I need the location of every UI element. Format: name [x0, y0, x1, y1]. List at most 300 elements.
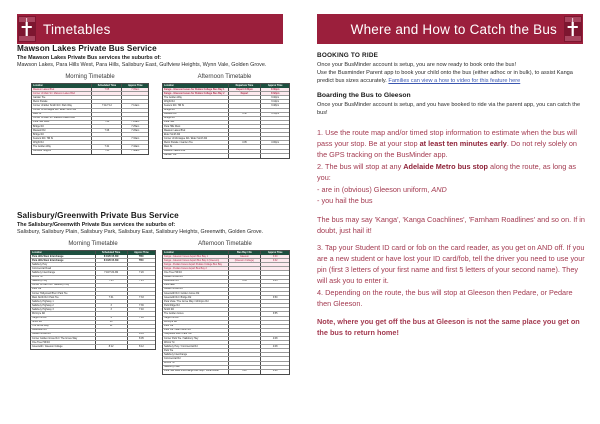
table-cell [229, 263, 262, 266]
table-cell [229, 267, 262, 270]
cell-text: Scheduled Time [97, 84, 117, 87]
table-cell [229, 125, 262, 128]
service-1-suburbs: Mawson Lakes, Para Hills West, Para Hills, Salisbury East, Gulfview Heights, Wynn Vale, Golden Grove. [17, 62, 267, 68]
table-row [31, 345, 155, 349]
howto-video-link[interactable]: Families can view a how to video for this feature here [388, 78, 521, 84]
booking-line-3 [317, 78, 585, 86]
table-cell [122, 117, 148, 120]
table-cell [96, 304, 128, 307]
table-cell [32, 133, 92, 136]
table-cell [31, 255, 96, 258]
table-cell [96, 317, 128, 320]
cell-text: Park Tce / Main North Rd [164, 328, 191, 332]
table-cell [128, 333, 155, 336]
table-cell [32, 121, 92, 124]
table-cell [128, 296, 155, 299]
table-cell [128, 280, 155, 283]
table-cell [261, 117, 289, 120]
cell-text: 7:18/7:20 AM [104, 271, 119, 275]
bullet-uniform [317, 185, 585, 196]
cell-text: Mawson Lakes Blvd [33, 88, 55, 91]
right-banner [317, 14, 583, 44]
table-cell [229, 154, 262, 158]
cell-text: 3:48pm [271, 104, 280, 108]
table-cell [122, 137, 148, 140]
cell-text [261, 362, 289, 363]
cell-text [96, 276, 127, 277]
cell-text: 3:40pm [271, 96, 280, 99]
cell-text [229, 325, 261, 326]
cell-text [229, 125, 261, 126]
cell-text [96, 333, 127, 334]
table-cell [261, 259, 289, 262]
table-header-cell [163, 84, 229, 87]
cell-text: 7:26 [104, 129, 110, 132]
cell-text: Mawson Lakes Blvd [164, 149, 186, 153]
table-cell [128, 276, 155, 279]
cell-text [229, 333, 261, 334]
table-cell [122, 121, 148, 124]
table-cell [32, 104, 92, 107]
service-2-morning-table[interactable] [30, 250, 156, 350]
table-cell [261, 304, 289, 307]
table-cell [163, 329, 229, 332]
table-cell [261, 263, 289, 266]
table-cell [229, 284, 262, 287]
cell-text [229, 137, 261, 138]
table-cell [122, 133, 148, 136]
table-cell [261, 325, 289, 328]
table-cell [229, 117, 262, 120]
cell-text [229, 366, 261, 367]
cell-text [128, 321, 155, 322]
table-header-cell [261, 251, 289, 254]
cell-text [229, 145, 261, 146]
cell-text [229, 362, 261, 363]
table-cell [163, 321, 229, 324]
table-header-cell [32, 84, 92, 87]
cell-text [261, 329, 289, 330]
boarding-step-3-text: 3. Tap your Student ID card or fob on the card reader, as you get on AND off. If you are a new student or have lost your ID card/fob, tell the driver you need to use your pin (first 3 letters of your first name and first 5 letters of your second name). They will ask you to enter it. [317, 243, 585, 285]
table-cell [229, 133, 262, 136]
cell-text [261, 271, 289, 272]
cell-text [261, 325, 289, 326]
cell-text: Metro Parade [33, 100, 48, 103]
cell-text: Main St [164, 145, 173, 148]
table-cell [31, 304, 96, 307]
cell-text: Target Hill Rd [32, 316, 47, 320]
cell-text: 3:44pm [271, 100, 280, 103]
table-cell [92, 88, 122, 91]
service-1-morning-table[interactable] [31, 83, 149, 155]
cell-text [229, 271, 261, 272]
table-cell [96, 325, 128, 328]
cell-text [128, 276, 155, 277]
table-cell [163, 296, 229, 299]
cell-text: 3:30pm [270, 88, 280, 91]
boarding-step-4 [317, 288, 585, 310]
table-cell [31, 333, 96, 336]
cell-text: 7:20 [139, 271, 144, 275]
boarding-step-4-text: 4. Depending on the route, the bus will stop at Gleeson then Pedare, or Pedare then Gleeson. [317, 288, 573, 308]
table-cell [31, 325, 96, 328]
cell-text [128, 284, 155, 285]
cell-text: Greenwith / Gleeson College [32, 345, 63, 348]
cell-text [261, 137, 289, 138]
table-cell [261, 145, 289, 148]
cell-text [122, 96, 148, 97]
table-row [32, 150, 148, 154]
table-cell [229, 141, 262, 144]
cell-text: 3:52 [242, 112, 247, 116]
table-cell [261, 284, 289, 287]
table-cell [261, 300, 289, 303]
cell-text [261, 357, 289, 358]
table-cell [163, 92, 229, 95]
booking-line-2 [317, 70, 585, 78]
cell-text: 3:53pm [271, 112, 280, 116]
table-cell [92, 100, 122, 103]
table-cell [229, 325, 262, 328]
cell-text [128, 300, 155, 301]
service-1-morning-caption: Morning Timetable [65, 74, 115, 80]
cell-text: Kesters Rd / Hill St [33, 137, 54, 140]
table-cell [32, 129, 92, 132]
cell-text: Salisbury Interchange [164, 353, 188, 356]
table-cell [163, 125, 229, 128]
cell-text: 3:30 [272, 255, 278, 258]
table-cell [122, 113, 148, 116]
cell-text: Park Tce [32, 287, 42, 291]
cell-text [261, 304, 289, 305]
emphasis-text: Adelaide Metro bus stop [403, 162, 488, 171]
cell-text: Approx Time [267, 84, 283, 87]
table-cell [32, 117, 92, 120]
cell-text [261, 133, 289, 134]
cell-text [261, 321, 289, 322]
cell-text: Corner of Main St / Mawson Lakes Blvd [33, 92, 75, 95]
cell-text: TBC [138, 255, 144, 258]
cell-text: Depart 3:30pm [236, 88, 253, 91]
table-cell [122, 104, 148, 107]
table-cell [163, 117, 229, 120]
table-cell [31, 296, 96, 299]
cell-text: 7:42am [131, 145, 140, 148]
table-cell [261, 271, 289, 274]
cell-text: Smith Rd [164, 308, 174, 311]
table-cell [128, 325, 155, 328]
table-cell [32, 113, 92, 116]
table-cell [261, 255, 289, 258]
table-cell [163, 96, 229, 99]
bus-names-text: The bus may say 'Kanga', 'Kanga Coachlines', 'Farnham Roadlines' and so on. If in doubt, just hail it! [317, 215, 585, 235]
table-cell [261, 88, 289, 91]
cell-text: Salisbury Hwy [32, 263, 48, 266]
cell-text: Corner of Montague Rd / Elder Smith Rd [164, 137, 208, 140]
cell-text: Greenwith Rd [164, 279, 179, 283]
table-cell [163, 280, 229, 283]
table-header-cell [31, 251, 96, 254]
cell-text [96, 337, 127, 338]
cell-text [122, 92, 148, 93]
cell-text [261, 109, 289, 110]
table-header-cell [163, 251, 229, 254]
cell-text [261, 300, 289, 301]
table-cell [261, 104, 289, 107]
table-cell [92, 121, 122, 124]
cell-text [128, 329, 155, 330]
service-1-afternoon-table[interactable] [162, 83, 290, 159]
service-1-afternoon-caption: Afternoon Timetable [197, 74, 252, 80]
cell-text [96, 329, 127, 330]
table-cell [163, 308, 229, 311]
cell-text [229, 154, 261, 155]
table-cell [92, 150, 122, 154]
cell-text: Scheduled Time [101, 251, 121, 254]
cell-text: 7:12am [131, 104, 140, 108]
table-cell [163, 133, 229, 136]
cell-text: Winzor St [164, 361, 175, 365]
table-cell [229, 100, 262, 103]
table-cell [92, 141, 122, 144]
cell-text: Metro Parade / Garden Tce [164, 141, 193, 144]
boarding-intro-text: Once your BusMinder account is setup, and you have booked to ride via the parent app, you can catch the bus! [317, 102, 581, 116]
cell-text: Approx Time [127, 84, 143, 87]
table-cell [229, 96, 262, 99]
table-cell [31, 300, 96, 303]
cell-text: 3 [110, 304, 112, 307]
cell-text [229, 121, 261, 122]
cell-text: (Gleeson College) [234, 259, 255, 262]
cell-text [229, 100, 261, 101]
table-cell [163, 292, 229, 295]
boarding-step-1 [317, 128, 585, 161]
table-cell [32, 96, 92, 99]
cell-text: Location [164, 84, 174, 87]
table-cell [261, 349, 289, 352]
table-cell [163, 255, 229, 258]
table-cell [92, 92, 122, 95]
cell-text [229, 312, 261, 313]
cell-text: Location [164, 251, 174, 254]
cell-text [96, 312, 127, 313]
table-cell [128, 341, 155, 344]
table-cell [229, 271, 262, 274]
cell-text: 7:11/7:12 [102, 104, 112, 108]
table-header-cell [128, 251, 155, 254]
cell-text [229, 284, 261, 285]
cell-text: Park Ridge Rd [164, 304, 180, 307]
table-cell [92, 125, 122, 128]
cell-text: 8:10/8:15 AM [103, 255, 119, 258]
table-header-cell [261, 84, 289, 87]
emphasis-text: at least ten minutes early [419, 138, 507, 148]
right-banner-title: Where and How to Catch the Bus [350, 21, 557, 37]
cell-text: Park Tce [164, 324, 174, 328]
cell-text: Bridge Rd [164, 108, 175, 112]
table-cell [31, 276, 96, 279]
table-cell [229, 349, 262, 352]
table-cell [31, 345, 96, 349]
table-cell [163, 312, 229, 315]
cell-text: TBC [138, 259, 144, 262]
table-cell [32, 88, 92, 91]
table-cell [96, 259, 128, 262]
cell-text: Main North Rd / Park Tce [32, 296, 59, 299]
table-cell [32, 125, 92, 128]
table-cell [163, 150, 229, 153]
cell-text: Salisbury Interchange [32, 271, 56, 275]
cell-text: Para Hills [164, 120, 175, 124]
cell-text: 3:45 [272, 279, 278, 283]
cell-text [128, 325, 155, 326]
table-cell [229, 137, 262, 140]
table-cell [261, 317, 289, 320]
table-cell [31, 337, 96, 340]
cell-text: Location [32, 251, 42, 254]
table-cell [229, 104, 262, 107]
cell-text: Bridge Rd [33, 133, 44, 136]
cell-text [92, 141, 121, 142]
table-cell [261, 125, 289, 128]
cell-text: 7:25 [108, 279, 114, 283]
table-cell [229, 276, 262, 279]
table-cell [96, 263, 128, 266]
table-cell [31, 292, 96, 295]
boarding-step-2 [317, 162, 585, 184]
table-cell [122, 88, 148, 91]
table-cell [96, 312, 128, 315]
table-cell [163, 267, 229, 270]
left-banner [17, 14, 283, 44]
table-cell [229, 353, 262, 356]
cell-text: Location [33, 84, 43, 87]
cell-text [92, 109, 121, 110]
table-cell [229, 288, 262, 291]
table-cell [128, 292, 155, 295]
table-cell [163, 325, 229, 328]
cell-text [261, 288, 289, 289]
bullet-hail [317, 196, 585, 207]
boarding-step-3 [317, 243, 585, 287]
school-crest-icon [563, 16, 583, 42]
cell-text [92, 100, 121, 101]
table-cell [128, 321, 155, 324]
cell-text: 4:20 [272, 369, 278, 373]
cell-text: Salisbury Highway 2 [32, 304, 54, 307]
cell-text [128, 341, 155, 342]
cell-text: Para Vista / The Grove Way / McIntyre Rd [164, 300, 209, 303]
table-cell [163, 259, 229, 262]
table-cell [32, 141, 92, 144]
service-2-afternoon-table[interactable] [162, 250, 290, 375]
table-cell [92, 96, 122, 99]
table-cell [96, 300, 128, 303]
cell-text: 7:45 [104, 149, 110, 153]
cell-text: Gulfview Heights [33, 149, 51, 153]
cell-text [261, 154, 289, 155]
cell-text: Kanga - Gleeson buses for Pedare College Bus Bay 1 [164, 88, 225, 91]
table-cell [128, 329, 155, 332]
table-cell [96, 329, 128, 332]
table-cell [163, 113, 229, 116]
cell-text [229, 292, 261, 293]
booking-heading [317, 52, 585, 59]
cell-text [229, 288, 261, 289]
table-cell [96, 345, 128, 349]
table-cell [261, 312, 289, 315]
table-cell [261, 150, 289, 153]
cell-text: Maxwell Rd [164, 112, 177, 116]
table-cell [163, 366, 229, 369]
cell-text [261, 308, 289, 309]
cell-text: Approx Time [134, 251, 149, 254]
table-cell [96, 280, 128, 283]
table-cell [163, 129, 229, 132]
table-cell [128, 255, 155, 258]
table-cell [229, 370, 262, 374]
table-cell [128, 271, 155, 274]
table-cell [32, 145, 92, 148]
table-cell [229, 312, 262, 315]
table-cell [229, 92, 262, 95]
table-cell [122, 150, 148, 154]
table-cell [163, 300, 229, 303]
table-cell [229, 145, 262, 148]
table-cell [229, 362, 262, 365]
table-cell [229, 337, 262, 340]
cell-text: Kanga - Gleeson buses depart Bus Bay 2 (Gleeson) [164, 259, 220, 262]
cell-text [261, 341, 289, 342]
cell-text: Corner of Park Tce / Salisbury Hwy [32, 283, 70, 287]
cell-text [229, 129, 261, 130]
cell-text [261, 117, 289, 118]
table-cell [96, 276, 128, 279]
cell-text: 7:25am [131, 124, 140, 128]
cell-text [229, 263, 261, 264]
table-cell [92, 117, 122, 120]
boarding-heading-text: Boarding the Bus to Gleeson [317, 92, 411, 99]
table-cell [128, 284, 155, 287]
table-cell [122, 125, 148, 128]
cell-text: 8:12 [108, 345, 114, 348]
table-cell [229, 304, 262, 307]
table-cell [261, 296, 289, 299]
cell-text [96, 292, 127, 293]
cell-text [92, 96, 121, 97]
cell-text: Corner Golden Grove Rd / The Grove Way [32, 336, 78, 340]
table-cell [261, 92, 289, 95]
cell-text [92, 92, 121, 93]
table-cell [96, 292, 128, 295]
boarding-heading [317, 92, 585, 99]
cell-text: Winzor St [32, 275, 43, 279]
boarding-bullets-text [317, 185, 585, 207]
cell-text: 7:32am [131, 137, 140, 140]
table-cell [96, 288, 128, 291]
table-cell [229, 300, 262, 303]
cell-text [229, 104, 261, 105]
table-cell [32, 109, 92, 112]
table-cell [229, 129, 262, 132]
cell-text: Para Hills West Interchange [32, 259, 64, 262]
table-cell [261, 308, 289, 311]
school-crest-icon [17, 16, 37, 42]
table-cell [96, 271, 128, 274]
cell-text: 7:05 [104, 88, 110, 91]
cell-text: 7:26am [131, 129, 140, 132]
bus-names-note [317, 215, 585, 237]
